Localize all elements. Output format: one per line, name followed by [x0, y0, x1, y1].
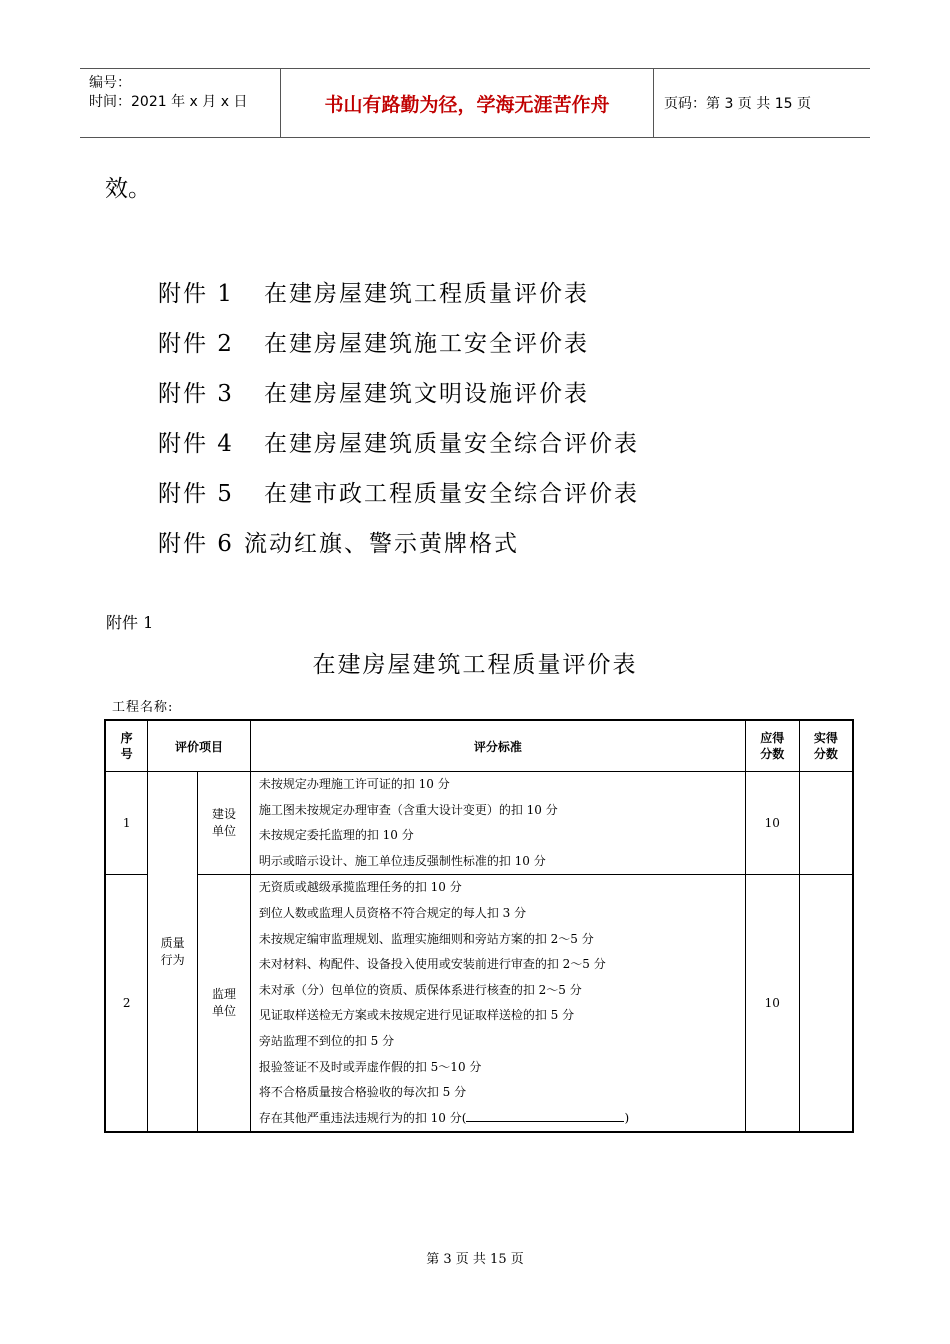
- attachment-title: 在建市政工程质量安全综合评价表: [264, 480, 639, 507]
- criteria-line: 未按规定办理施工许可证的扣 10 分: [258, 777, 450, 791]
- unit-label: 建设单位: [211, 807, 236, 839]
- attachment-number: 附件 6: [158, 530, 234, 557]
- page-footer: 第 3 页 共 15 页: [426, 1252, 524, 1267]
- attachment-number: 附件 2: [158, 330, 234, 357]
- header-meta: [80, 69, 281, 137]
- number-label: 编号：: [89, 75, 131, 91]
- attachment-number: 附件 1: [158, 280, 234, 307]
- row-seq: 1: [105, 772, 148, 875]
- attachment-item: [158, 316, 639, 366]
- page-header: [80, 68, 870, 138]
- fill-blank[interactable]: [466, 1109, 624, 1122]
- criteria-line: 未按规定委托监理的扣 10 分: [258, 828, 414, 843]
- motto: 书山有路勤为径，学海无涯苦作舟: [281, 69, 654, 137]
- criteria-line: 施工图未按规定办理审查（含重大设计变更）的扣 10 分: [258, 802, 558, 817]
- attachment-title: 在建房屋建筑文明设施评价表: [264, 380, 589, 407]
- unit-label: 监理单位: [211, 987, 236, 1019]
- attachment-number: 附件 4: [158, 430, 234, 457]
- criteria-cell: [250, 772, 745, 875]
- criteria-line: 将不合格质量按合格验收的每次扣 5 分: [258, 1085, 467, 1100]
- criteria-line: 未对材料、构配件、设备投入使用或安装前进行审查的扣 2～5 分: [258, 957, 606, 972]
- header-seq: 序号: [105, 720, 148, 772]
- attachment-item: [158, 416, 639, 466]
- header-due-score: 应得分数: [745, 720, 799, 772]
- attachment-list: [158, 266, 639, 566]
- row-seq: 2: [105, 875, 148, 1132]
- due-score: 10: [745, 772, 799, 875]
- attachment-title: 在建房屋建筑施工安全评价表: [264, 330, 589, 357]
- attachment-item: [158, 516, 639, 566]
- due-score: 10: [745, 875, 799, 1132]
- criteria-line: 明示或暗示设计、施工单位违反强制性标准的扣 10 分: [258, 853, 546, 868]
- attachment-number: 附件 5: [158, 480, 234, 507]
- criteria-line: 报验签证不及时或弄虚作假的扣 5～10 分: [258, 1059, 482, 1074]
- criteria-line: 未按规定编审监理规划、监理实施细则和旁站方案的扣 2～5 分: [258, 931, 594, 946]
- document-title: 在建房屋建筑工程质量评价表: [312, 652, 638, 678]
- category-label: 质量行为: [160, 935, 185, 967]
- attachment-item: [158, 366, 639, 416]
- table-header-row: [105, 720, 853, 772]
- time-label: 时间：2021 年 x 月 x 日: [89, 94, 248, 110]
- attachment-title: 流动红旗、警示黄牌格式: [244, 530, 519, 557]
- attachment-number: 附件 3: [158, 380, 234, 407]
- table-row: [105, 772, 853, 875]
- actual-score-input[interactable]: [799, 875, 853, 1132]
- project-name-label: 工程名称:: [112, 700, 174, 715]
- evaluation-table: [104, 719, 854, 1133]
- criteria-cell: [250, 875, 745, 1132]
- criteria-line-with-blank: 存在其他严重违法违规行为的扣 10 分( ): [258, 1110, 630, 1125]
- header-item: 评价项目: [148, 720, 251, 772]
- header-criteria: 评分标准: [250, 720, 745, 772]
- attachment-title: 在建房屋建筑工程质量评价表: [264, 280, 589, 307]
- attachment-label: 附件 1: [106, 613, 154, 632]
- criteria-line: 旁站监理不到位的扣 5 分: [258, 1033, 395, 1048]
- unit-cell: [198, 875, 251, 1132]
- attachment-title: 在建房屋建筑质量安全综合评价表: [264, 430, 639, 457]
- attachment-item: [158, 266, 639, 316]
- page-info: 页码：第 3 页 共 15 页: [664, 96, 811, 112]
- continuation-text: 效。: [105, 176, 151, 202]
- criteria-line: 见证取样送检无方案或未按规定进行见证取样送检的扣 5 分: [258, 1008, 575, 1023]
- criteria-line: 未对承（分）包单位的资质、质保体系进行核查的扣 2～5 分: [258, 982, 582, 997]
- category-cell: [148, 772, 198, 1133]
- criteria-line: 无资质或越级承揽监理任务的扣 10 分: [258, 880, 462, 895]
- unit-cell: [198, 772, 251, 875]
- table-row: [105, 875, 853, 1132]
- criteria-line: 到位人数或监理人员资格不符合规定的每人扣 3 分: [258, 905, 527, 920]
- attachment-item: [158, 466, 639, 516]
- actual-score-input[interactable]: [799, 772, 853, 875]
- header-actual-score: 实得分数: [799, 720, 853, 772]
